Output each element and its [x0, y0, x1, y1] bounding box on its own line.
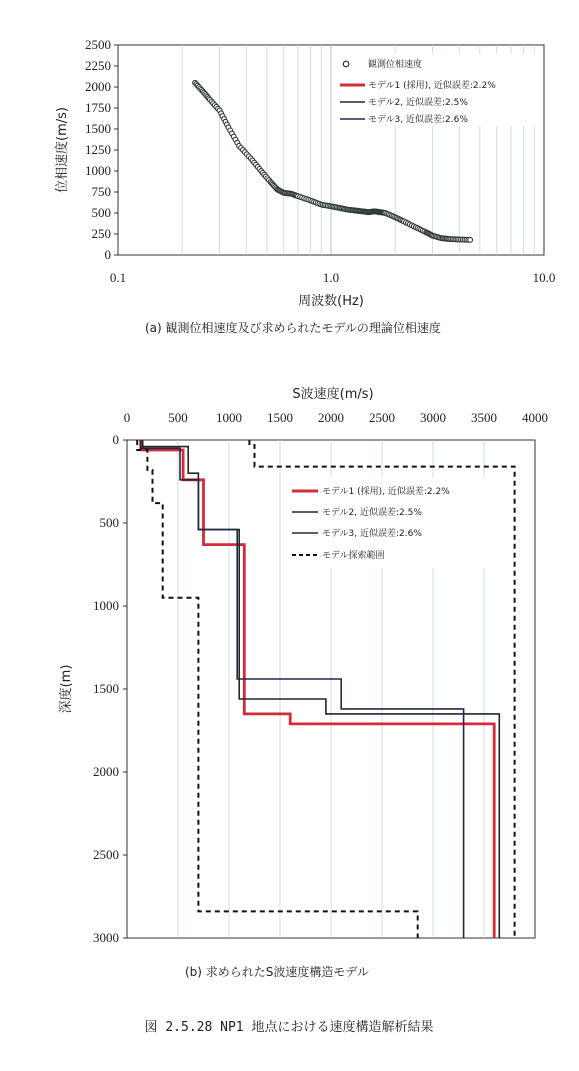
chart-b-y-tick-label: 1500 — [93, 681, 119, 696]
chart-a-y-tick-label: 1750 — [85, 100, 111, 115]
chart-b-y-tick-label: 0 — [112, 432, 119, 447]
chart-b-legend-model3: モデル3, 近似誤差:2.6% — [322, 529, 422, 539]
chart-a-x-ticks — [110, 270, 556, 285]
chart-b-x-tick-label: 2000 — [318, 410, 344, 425]
chart-b-x-ticks — [124, 410, 548, 425]
chart-b-legend — [286, 478, 501, 568]
chart-a-y-tick-label: 2000 — [85, 79, 111, 94]
chart-b-legend-search-range: モデル探索範囲 — [322, 551, 385, 561]
chart-b-title: S波速度(m/s) — [292, 387, 374, 402]
chart-b-y-ticks — [93, 432, 127, 945]
chart-b-x-tick-label: 3500 — [471, 410, 497, 425]
chart-b-y-tick-label: 3000 — [93, 930, 119, 945]
chart-b-legend-model1: モデル1 (採用), 近似誤差:2.2% — [322, 487, 450, 497]
figure-caption: 図 2.5.28 NP1 地点における速度構造解析結果 — [144, 1020, 434, 1035]
chart-a-y-tick-label: 1000 — [85, 163, 111, 178]
chart-a-y-tick-label: 1250 — [85, 142, 111, 157]
chart-a-y-tick-label: 750 — [91, 184, 111, 199]
chart-a-y-tick-label: 2250 — [85, 58, 111, 73]
chart-a-y-tick-label: 500 — [91, 205, 111, 220]
chart-b-y-tick-label: 2000 — [93, 764, 119, 779]
chart-b-x-tick-label: 0 — [123, 410, 131, 425]
chart-a-legend-model3: モデル3, 近似誤差:2.6% — [368, 115, 468, 125]
chart-a-legend — [333, 54, 538, 126]
chart-a — [54, 37, 555, 335]
chart-a-caption: (a) 観測位相速度及び求められたモデルの理論位相速度 — [145, 321, 441, 335]
chart-a-y-tick-label: 0 — [104, 247, 111, 262]
chart-a-y-tick-label: 250 — [91, 226, 111, 241]
chart-a-x-tick-label: 10.0 — [532, 270, 556, 285]
chart-a-y-tick-label: 1500 — [85, 121, 111, 136]
chart-a-x-label: 周波数(Hz) — [298, 294, 364, 309]
chart-b-x-tick-label: 2500 — [369, 410, 395, 425]
chart-a-y-tick-label: 2500 — [85, 37, 111, 52]
chart-a-x-tick-label: 1.0 — [322, 270, 340, 285]
chart-b-x-tick-label: 1000 — [216, 410, 242, 425]
chart-b-caption: (b) 求められたS波速度構造モデル — [185, 965, 369, 979]
chart-b — [58, 386, 548, 979]
chart-b-x-tick-label: 1500 — [267, 410, 293, 425]
chart-a-legend-model2: モデル2, 近似誤差:2.5% — [368, 98, 468, 108]
chart-a-y-ticks — [85, 37, 118, 262]
chart-b-x-tick-label: 4000 — [522, 410, 548, 425]
chart-b-y-tick-label: 1000 — [93, 598, 119, 613]
chart-a-x-tick-label: 0.1 — [109, 270, 127, 285]
chart-a-legend-observed: 観測位相速度 — [368, 60, 423, 70]
chart-b-x-tick-label: 500 — [168, 410, 188, 425]
chart-b-legend-model2: モデル2, 近似誤差:2.5% — [322, 508, 422, 518]
chart-a-legend-model1: モデル1 (採用), 近似誤差:2.2% — [368, 81, 496, 91]
legend-observed-marker-icon — [343, 61, 349, 67]
chart-b-y-tick-label: 500 — [99, 515, 119, 530]
chart-a-y-label: 位相速度(m/s) — [55, 107, 70, 193]
chart-b-y-tick-label: 2500 — [93, 847, 119, 862]
chart-b-x-tick-label: 3000 — [420, 410, 446, 425]
chart-b-y-label: 深度(m) — [59, 664, 74, 714]
chart-a-observed-point — [468, 237, 473, 242]
